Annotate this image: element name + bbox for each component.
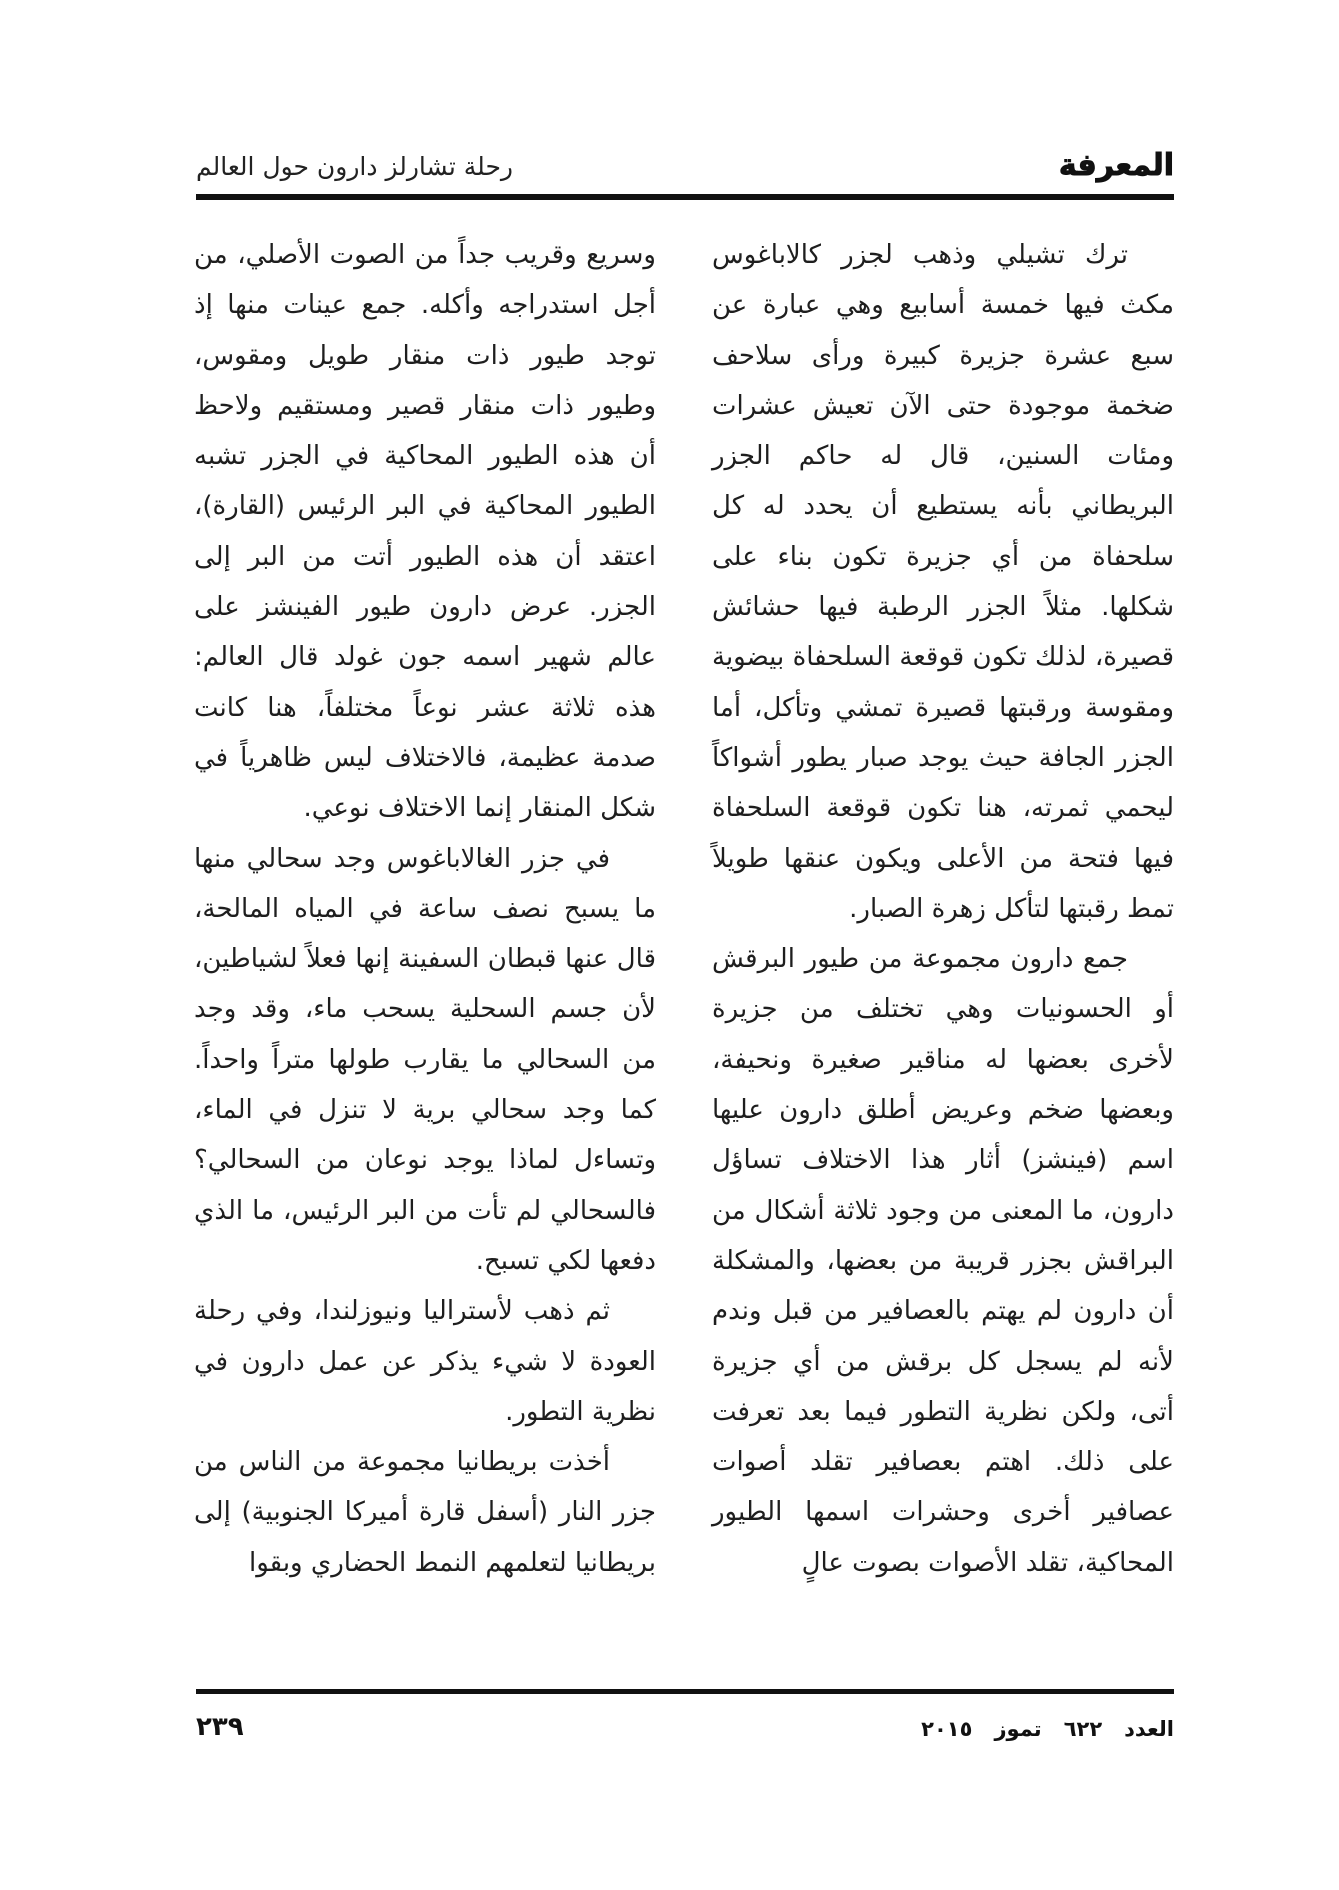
text-column-right — [712, 230, 1174, 1670]
issue-year: ٢٠١٥ — [921, 1717, 973, 1741]
paragraph: ثم ذهب لأستراليا ونيوزلندا، وفي رحلة العودة لا شيء يذكر عن عمل دارون في نظرية التطور. — [194, 1296, 656, 1427]
page-number: ٢٣٩ — [196, 1712, 244, 1742]
running-header — [196, 146, 1174, 186]
header-rule — [196, 194, 1174, 200]
issue-info — [921, 1716, 1174, 1742]
text-column-left — [194, 230, 656, 1670]
issue-number: ٦٢٢ — [1063, 1717, 1103, 1741]
magazine-logo: المعرفة — [1058, 148, 1174, 183]
issue-label: العدد — [1124, 1717, 1174, 1741]
running-title: رحلة تشارلز دارون حول العالم — [196, 152, 513, 181]
issue-month: تموز — [994, 1717, 1042, 1741]
paragraph: أخذت بريطانيا مجموعة من الناس من جزر النار (أسفل قارة أميركا الجنوبية) إلى بريطانيا لتعلمهم النمط الحضاري وبقوا — [194, 1447, 656, 1578]
paragraph: في جزر الغالاباغوس وجد سحالي منها ما يسبح نصف ساعة في المياه المالحة، قال عنها قبطان السفينة إنها فعلاً لشياطين، لأن جسم السحلية يسحب ماء، وقد وجد من السحالي ما يقارب طولها متراً واحداً. كما وجد سحالي برية لا تنزل في الماء، وتساءل لماذا يوجد نوعان من السحالي؟ فالسحالي لم تأت من البر الرئيس، ما الذي دفعها لكي تسبح. — [194, 843, 656, 1276]
footer-rule — [196, 1689, 1174, 1694]
paragraph: جمع دارون مجموعة من طيور البرقش أو الحسونيات وهي تختلف من جزيرة لأخرى بعضها له مناقير صغيرة ونحيفة، وبعضها ضخم وعريض أطلق دارون عليها اسم (فينشز) أثار هذا الاختلاف تساؤل دارون، ما المعنى من وجود ثلاثة أشكال من البراقش بجزر قريبة من بعضها، والمشكلة أن دارون لم يهتم بالعصافير من قبل وندم لأنه لم يسجل كل برقش من أي جزيرة أتى، ولكن نظرية التطور فيما بعد تعرفت على ذلك. اهتم بعصافير تقلد أصوات عصافير أخرى وحشرات اسمها الطيور المحاكية، تقلد الأصوات بصوت عالٍ — [712, 944, 1174, 1578]
paragraph: ترك تشيلي وذهب لجزر كالاباغوس مكث فيها خمسة أسابيع وهي عبارة عن سبع عشرة جزيرة كبيرة ورأى سلاحف ضخمة موجودة حتى الآن تعيش عشرات ومئات السنين، قال له حاكم الجزر البريطاني بأنه يستطيع أن يحدد له كل سلحفاة من أي جزيرة تكون بناء على شكلها. مثلاً الجزر الرطبة فيها حشائش قصيرة، لذلك تكون قوقعة السلحفاة بيضوية ومقوسة ورقبتها قصيرة تمشي وتأكل، أما الجزر الجافة حيث يوجد صبار يطور أشواكاً ليحمي ثمرته، هنا تكون قوقعة السلحفاة فيها فتحة من الأعلى ويكون عنقها طويلاً تمط رقبتها لتأكل زهرة الصبار. — [712, 240, 1174, 924]
paragraph: وسريع وقريب جداً من الصوت الأصلي، من أجل استدراجه وأكله. جمع عينات منها إذ توجد طيور ذات منقار طويل ومقوس، وطيور ذات منقار قصير ومستقيم ولاحظ أن هذه الطيور المحاكية في الجزر تشبه الطيور المحاكية في البر الرئيس (القارة)، اعتقد أن هذه الطيور أتت من البر إلى الجزر. عرض دارون طيور الفينشز على عالم شهير اسمه جون غولد قال العالم: هذه ثلاثة عشر نوعاً مختلفاً، هنا كانت صدمة عظيمة، فالاختلاف ليس ظاهرياً في شكل المنقار إنما الاختلاف نوعي. — [194, 240, 656, 824]
